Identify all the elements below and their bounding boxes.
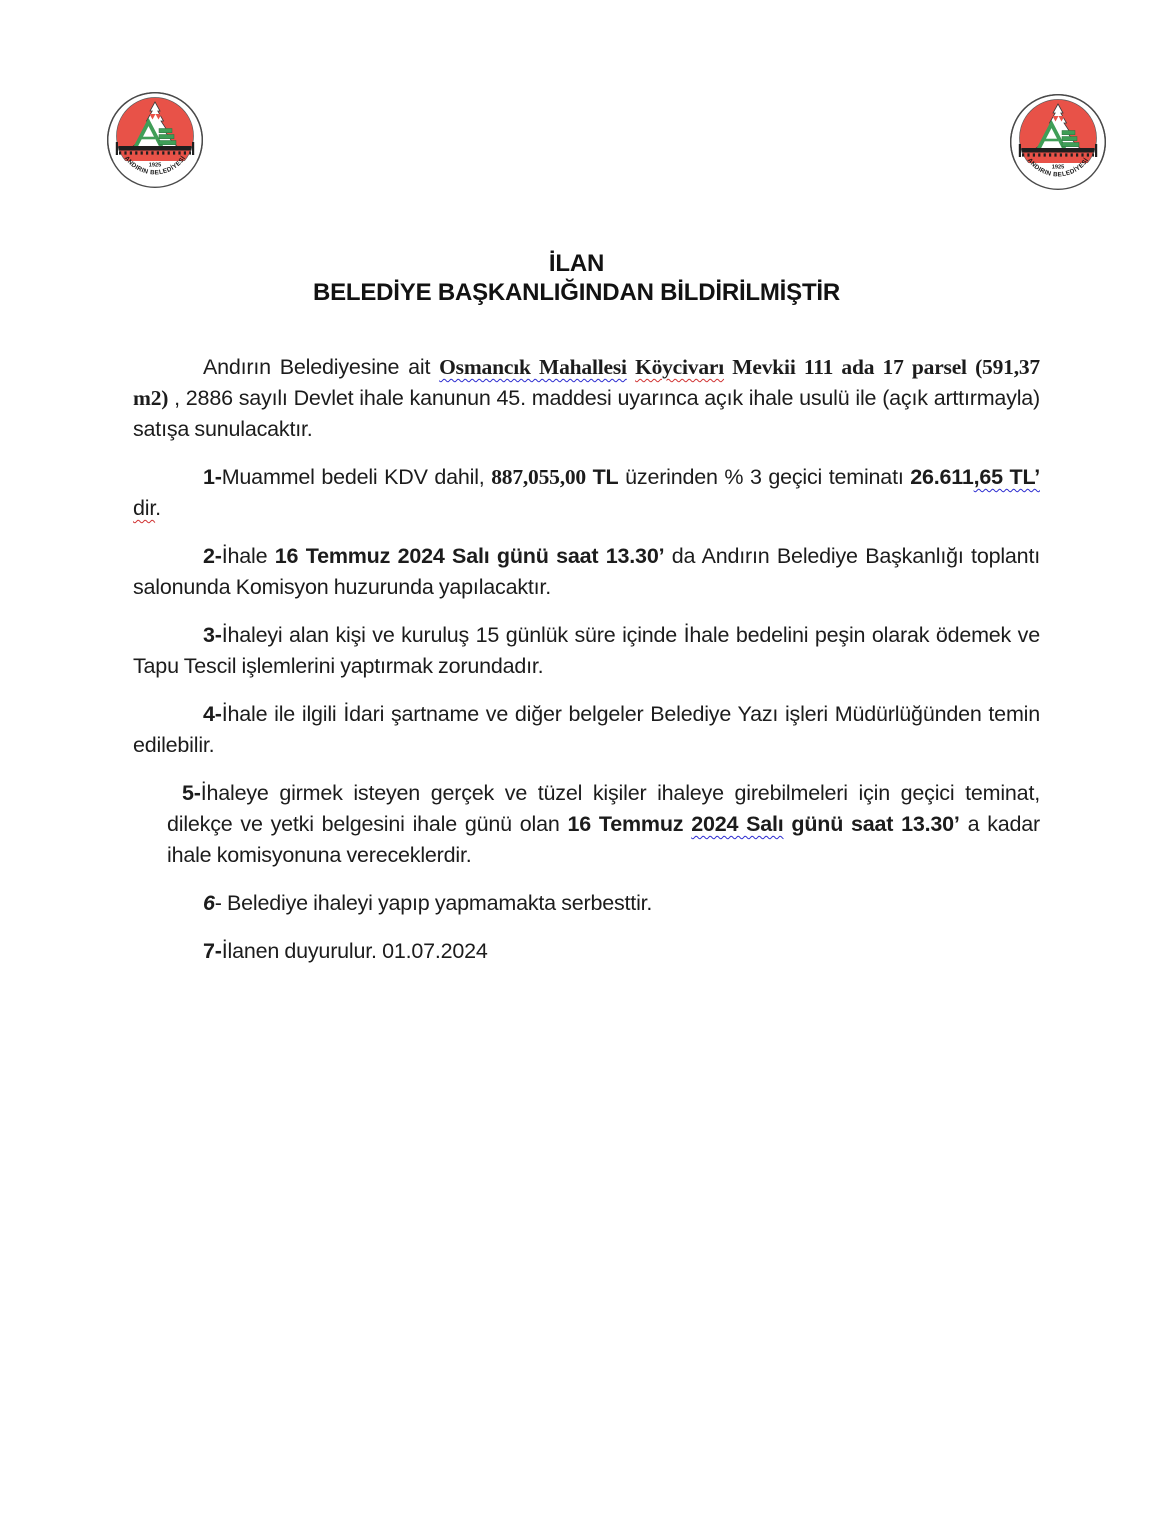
text-run: günü saat 13.30’ — [783, 812, 960, 836]
intro-paragraph — [133, 352, 1040, 445]
text-run: İhaleyi alan kişi ve kuruluş 15 günlük süre içinde İhale bedelini peşin olarak ödemek ve Tapu Tescil işlemlerini yaptırmak zorundadır. — [133, 623, 1040, 678]
text-run: - Belediye ihaleyi yapıp yapmamakta serbesttir. — [214, 891, 653, 915]
rail-band-icon — [1022, 148, 1095, 153]
rail-band-end — [116, 142, 118, 155]
text-run: da Andırın Belediye Başkanlığı toplantı salonunda Komisyon huzurunda yapılacaktır. — [133, 544, 1040, 599]
spellcheck-marked-text: 2024 Salı — [691, 812, 784, 836]
text-run: Mevkii 111 ada 17 parsel (591,37 m2) — [133, 355, 1040, 410]
rail-band-end — [1095, 144, 1097, 157]
item-1 — [133, 462, 1040, 524]
municipality-logo-right — [1008, 92, 1108, 192]
item-2 — [133, 541, 1040, 603]
spellcheck-marked-text: ,65 TL’ — [973, 465, 1040, 489]
text-run: 1- — [203, 465, 222, 489]
item-3 — [133, 620, 1040, 682]
text-run: Andırın Belediyesine ait — [203, 355, 440, 379]
letter-b-bar — [159, 135, 174, 139]
letter-b-bar — [1062, 143, 1079, 147]
document-body — [133, 352, 1040, 984]
text-run: 6 — [203, 891, 215, 915]
logo-year-text: 1925 — [148, 162, 162, 169]
spellcheck-marked-text: Köycivarı — [635, 355, 725, 379]
letter-b-bar — [1062, 137, 1077, 141]
item-4 — [133, 699, 1040, 761]
text-run: 16 Temmuz — [567, 812, 692, 836]
item-7 — [133, 936, 1040, 967]
text-run: 3- — [203, 623, 222, 647]
text-run: İhale — [221, 544, 275, 568]
text-run: , 2886 sayılı Devlet ihale kanunun 45. maddesi uyarınca açık ihale usulü ile (açık arttırmayla) satışa sunulacaktır. — [133, 386, 1040, 441]
letter-b-bar — [159, 141, 176, 145]
document-title: İLAN — [548, 250, 605, 277]
logo-arc-text: ANDIRIN BELEDİYESİ — [1025, 156, 1091, 179]
text-run: a kadar ihale komisyonuna vereceklerdir. — [167, 812, 1040, 867]
text-run: . — [155, 496, 161, 520]
rail-band-icon — [119, 146, 192, 151]
text-run: Muammel bedeli KDV dahil, — [221, 465, 492, 489]
text-run: İhaleye girmek isteyen gerçek ve tüzel kişiler ihaleye girebilmeleri için geçici teminat, dilekçe ve yetki belgesini ihale günü olan — [167, 781, 1040, 836]
item-5 — [167, 778, 1040, 871]
letter-b-bar — [159, 129, 172, 133]
text-run: İlanen duyurulur. 01.07.2024 — [221, 939, 488, 963]
text-run: 5- — [182, 781, 201, 805]
text-run: 7- — [203, 939, 222, 963]
text-run: 4- — [203, 702, 222, 726]
text-run: 16 Temmuz 2024 Salı günü saat 13.30’ — [274, 544, 665, 568]
item-6 — [133, 888, 1040, 919]
document-subtitle: BELEDİYE BAŞKANLIĞINDAN BİLDİRİLMİŞTİR — [312, 279, 841, 306]
letter-b-bar — [1062, 131, 1075, 135]
text-run: 26.611 — [910, 465, 974, 489]
logo-arc-text: ANDIRIN BELEDİYESİ — [122, 154, 188, 177]
spellcheck-marked-text: Osmancık Mahallesi — [439, 355, 627, 379]
text-run — [586, 465, 593, 489]
rail-band-end — [1019, 144, 1021, 157]
rail-band-end — [192, 142, 194, 155]
text-run: 887,055,00 — [491, 465, 586, 489]
logo-year-text: 1925 — [1051, 164, 1065, 171]
text-run: TL — [592, 465, 619, 489]
municipality-logo-left — [105, 90, 205, 190]
text-run: üzerinden % 3 geçici teminatı — [618, 465, 911, 489]
text-run: İhale ile ilgili İdari şartname ve diğer belgeler Belediye Yazı işleri Müdürlüğünden temin edilebilir. — [133, 702, 1040, 757]
text-run — [627, 355, 635, 379]
text-run: 2- — [203, 544, 222, 568]
spellcheck-marked-text: dir — [133, 496, 156, 520]
title-block — [0, 249, 1153, 307]
